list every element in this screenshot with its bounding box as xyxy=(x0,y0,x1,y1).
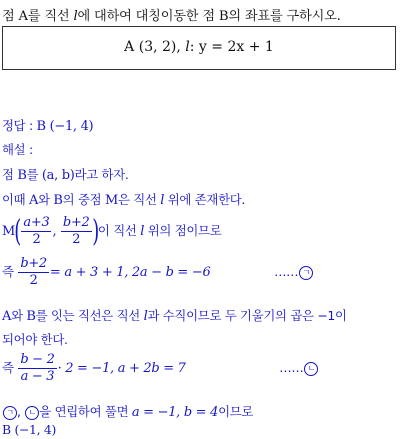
numerator: b − 2 xyxy=(20,352,55,367)
step-2 xyxy=(2,190,245,208)
step-text: 위에 존재한다. xyxy=(167,192,246,207)
step-math: B xyxy=(17,168,27,183)
equation-tag-dots: …… xyxy=(274,264,299,279)
step-text: 의 중점 xyxy=(62,192,102,207)
point-b: B xyxy=(218,9,229,24)
step-text: 와 xyxy=(11,308,23,323)
question-part: 에 대하여 대칭이동한 점 xyxy=(77,9,219,24)
step-text: , xyxy=(17,404,21,419)
numerator: a+3 xyxy=(23,215,50,230)
step-text: 즉 xyxy=(2,360,14,375)
step-math: l xyxy=(160,193,165,208)
question-text xyxy=(2,5,341,24)
question-part: 를 직선 xyxy=(27,9,74,24)
numerator: b+2 xyxy=(62,215,90,230)
line-l: l xyxy=(73,9,78,24)
step-6: 되어야 한다. xyxy=(2,332,68,347)
step-text: 이때 xyxy=(2,192,26,207)
step-8 xyxy=(2,402,253,420)
denominator: 2 xyxy=(72,232,81,247)
answer-label: 정답 : xyxy=(2,118,33,133)
step-3 xyxy=(2,213,222,249)
fraction xyxy=(61,216,92,247)
given-point: A (3, 2), xyxy=(124,39,181,55)
comma: , xyxy=(52,224,57,239)
step-math: A xyxy=(28,193,39,208)
step-text: 위의 점이므로 xyxy=(147,223,222,238)
step-text: 와 xyxy=(38,192,50,207)
question-part: 점 xyxy=(2,9,19,24)
step-text: 은 직선 xyxy=(117,192,157,207)
step-math: M xyxy=(104,193,118,208)
explanation-title: 해설 : xyxy=(2,142,33,157)
step-text: 점 xyxy=(2,167,14,182)
step-text: 과 수직이므로 두 기울기의 곱은 −1이 xyxy=(147,308,347,323)
step-text: 를 xyxy=(26,167,39,182)
right-paren: ) xyxy=(91,213,99,249)
circled-mark: ㄴ xyxy=(304,362,318,376)
step-text: 이므로 xyxy=(218,404,254,419)
step-math: A xyxy=(2,309,12,324)
midpoint-m: M xyxy=(2,224,16,239)
step-text: 라고 하자. xyxy=(74,167,129,182)
equation: · 2 = −1, a + 2b = 7 xyxy=(57,361,186,376)
step-1 xyxy=(2,165,129,183)
step-math: a = −1, b = 4 xyxy=(131,405,219,420)
step-text: 을 연립하여 풀면 xyxy=(39,404,129,419)
given-line-name: l xyxy=(185,39,190,55)
step-math: (a, b) xyxy=(41,168,75,183)
step-text: 를 잇는 직선은 직선 xyxy=(35,308,140,323)
fraction xyxy=(18,257,49,288)
step-math: B xyxy=(26,309,36,324)
step-text: 즉 xyxy=(2,264,14,279)
denominator: a − 3 xyxy=(20,369,55,384)
equation: = a + 3 + 1, 2a − b = −6 xyxy=(49,265,211,280)
question-part: 의 좌표를 구하시오. xyxy=(228,9,341,24)
circled-mark: ㄱ xyxy=(3,406,17,420)
given-content xyxy=(3,39,395,55)
left-paren: ( xyxy=(14,213,22,249)
step-4 xyxy=(2,257,313,288)
step-9: B (−1, 4) xyxy=(2,422,57,437)
step-5 xyxy=(2,306,347,324)
answer-value: B (−1, 4) xyxy=(36,119,94,134)
step-math: B xyxy=(53,193,63,208)
answer-line xyxy=(2,116,93,134)
step-text: 이 직선 xyxy=(97,223,137,238)
step-math: l xyxy=(140,224,145,239)
numerator: b+2 xyxy=(20,256,47,271)
step-7 xyxy=(2,353,318,384)
denominator: 2 xyxy=(29,273,38,288)
equation-tag-dots: …… xyxy=(279,360,304,375)
fraction xyxy=(21,216,51,247)
fraction xyxy=(18,353,56,384)
circled-mark: ㄱ xyxy=(299,266,313,280)
point-a: A xyxy=(18,9,28,24)
step-math: l xyxy=(143,309,148,324)
denominator: 2 xyxy=(32,232,41,247)
circled-mark: ㄴ xyxy=(25,406,39,420)
given-box xyxy=(2,26,396,70)
given-line-equation: : y = 2x + 1 xyxy=(189,39,274,55)
